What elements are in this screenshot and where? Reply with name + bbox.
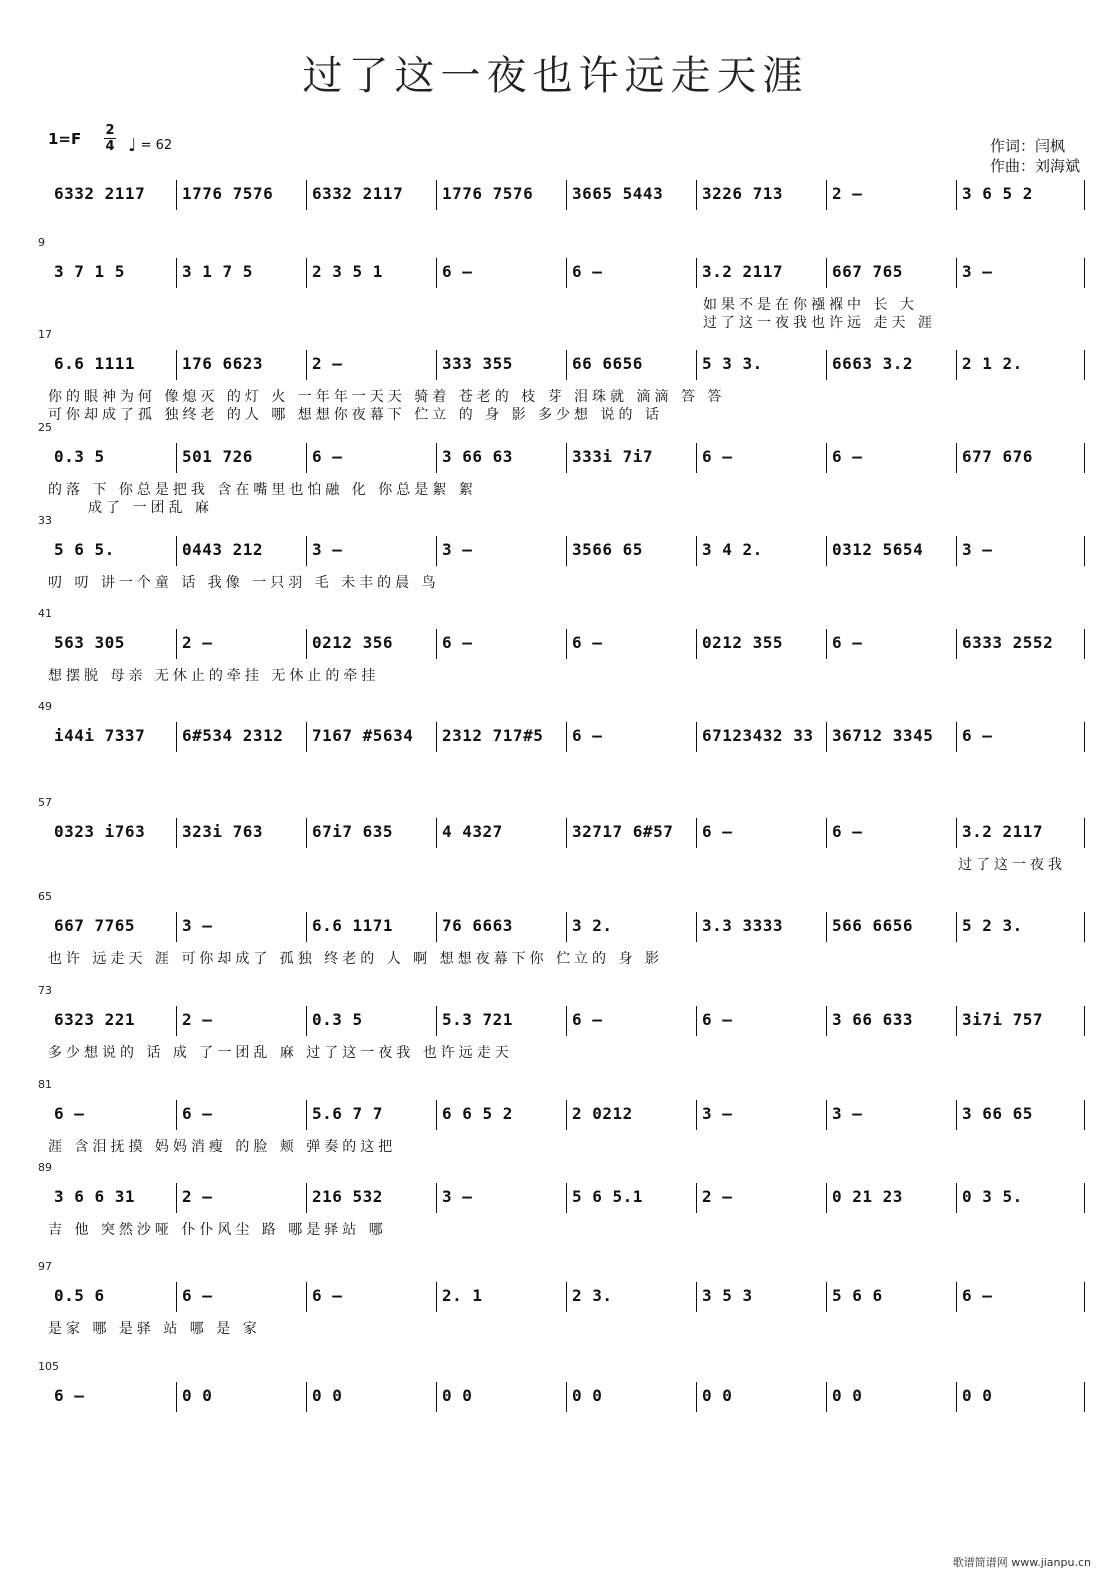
- measure: 67123432 33: [702, 726, 814, 745]
- barline: [176, 258, 177, 288]
- measure: 0 0: [312, 1386, 343, 1405]
- barline: [566, 443, 567, 473]
- barline: [1084, 1006, 1085, 1036]
- barline: [306, 629, 307, 659]
- measure: 0212 355: [702, 633, 784, 652]
- barline: [436, 443, 437, 473]
- measure: 6.6 1171: [312, 916, 394, 935]
- measure: 0443 212: [182, 540, 264, 559]
- measure-number: 9: [38, 236, 45, 249]
- measure: 3.2 2117: [962, 822, 1044, 841]
- barline: [696, 629, 697, 659]
- measure-number: 57: [38, 796, 52, 809]
- measure: 667 765: [832, 262, 903, 281]
- barline: [696, 912, 697, 942]
- measure: 3 4 2.: [702, 540, 763, 559]
- measure: 333 355: [442, 354, 513, 373]
- lyrics-verse-2: 可你却成了孤 独终老 的人 哪 想想你夜幕下 伫立 的 身 影 多少想 说的 话: [48, 407, 663, 423]
- measure: 2. 1: [442, 1286, 483, 1305]
- barline: [956, 258, 957, 288]
- measure-number: 73: [38, 984, 52, 997]
- barline: [826, 258, 827, 288]
- lyrics-verse-1: 也许 远走天 涯 可你却成了 孤独 终老的 人 啊 想想夜幕下你 伫立的 身 影: [48, 951, 663, 967]
- tempo-marking: [128, 133, 172, 154]
- barline: [826, 1282, 827, 1312]
- barline: [436, 1006, 437, 1036]
- barline: [436, 350, 437, 380]
- barline: [1084, 536, 1085, 566]
- measure: 6 –: [312, 447, 343, 466]
- barline: [306, 536, 307, 566]
- barline: [566, 818, 567, 848]
- lyrics-verse-1: 涯 含泪抚摸 妈妈消瘦 的脸 颊 弹奏的这把: [48, 1139, 397, 1155]
- barline: [436, 1100, 437, 1130]
- measure: 6 –: [572, 726, 603, 745]
- measure: 6 –: [54, 1104, 85, 1123]
- measure: 0 0: [442, 1386, 473, 1405]
- measure: 5 6 5.1: [572, 1187, 643, 1206]
- measure-number: 33: [38, 514, 52, 527]
- measure: 6 –: [832, 447, 863, 466]
- measure: 0.5 6: [54, 1286, 105, 1305]
- barline: [436, 818, 437, 848]
- barline: [696, 258, 697, 288]
- measure: 2 –: [182, 633, 213, 652]
- barline: [1084, 629, 1085, 659]
- barline: [306, 443, 307, 473]
- measure: 6 –: [962, 726, 993, 745]
- barline: [176, 1183, 177, 1213]
- measure: 5.6 7 7: [312, 1104, 383, 1123]
- barline: [1084, 1183, 1085, 1213]
- measure: 5 6 5.: [54, 540, 115, 559]
- measure: 2 0212: [572, 1104, 633, 1123]
- lyrics-verse-2: 成了 一团乱 麻: [88, 500, 213, 516]
- barline: [696, 1100, 697, 1130]
- barline: [566, 1282, 567, 1312]
- barline: [306, 912, 307, 942]
- measure: 6 –: [702, 447, 733, 466]
- barline: [696, 1282, 697, 1312]
- barline: [306, 1006, 307, 1036]
- barline: [696, 180, 697, 210]
- barline: [176, 722, 177, 752]
- barline: [566, 180, 567, 210]
- measure: 3i7i 757: [962, 1010, 1044, 1029]
- measure: 7167 #5634: [312, 726, 414, 745]
- barline: [306, 722, 307, 752]
- measure-number: 97: [38, 1260, 52, 1273]
- measure-number: 81: [38, 1078, 52, 1091]
- lyrics-verse-2: 过了这一夜我也许远 走天 涯: [703, 315, 936, 331]
- barline: [696, 1382, 697, 1412]
- barline: [306, 1100, 307, 1130]
- measure: 3226 713: [702, 184, 784, 203]
- barline: [826, 818, 827, 848]
- barline: [566, 629, 567, 659]
- measure: 4 4327: [442, 822, 503, 841]
- measure-number: 105: [38, 1360, 59, 1373]
- barline: [436, 1183, 437, 1213]
- measure-number: 89: [38, 1161, 52, 1174]
- barline: [306, 350, 307, 380]
- barline: [436, 1382, 437, 1412]
- key-signature: 1=F: [48, 130, 82, 148]
- measure: 2 –: [312, 354, 343, 373]
- barline: [176, 443, 177, 473]
- measure: 3 –: [442, 540, 473, 559]
- time-signature: [104, 123, 116, 154]
- measure: 2 –: [182, 1010, 213, 1029]
- measure: 67i7 635: [312, 822, 394, 841]
- measure: 0.3 5: [54, 447, 105, 466]
- measure: 5 2 3.: [962, 916, 1023, 935]
- lyrics-verse-1: 叨 叨 讲一个童 话 我像 一只羽 毛 未丰的晨 鸟: [48, 575, 440, 591]
- measure-number: 25: [38, 421, 52, 434]
- quarter-note-icon: ♩: [128, 135, 137, 156]
- measure: 677 676: [962, 447, 1033, 466]
- measure: 6 –: [182, 1104, 213, 1123]
- measure: 176 6623: [182, 354, 264, 373]
- barline: [956, 443, 957, 473]
- measure: 3 –: [962, 262, 993, 281]
- measure: 3 66 65: [962, 1104, 1033, 1123]
- barline: [696, 536, 697, 566]
- measure: 36712 3345: [832, 726, 934, 745]
- lyrics-verse-1: 是家 哪 是驿 站 哪 是 家: [48, 1321, 261, 1337]
- measure: 6 –: [572, 262, 603, 281]
- measure: 6332 2117: [312, 184, 404, 203]
- measure: 501 726: [182, 447, 253, 466]
- barline: [306, 818, 307, 848]
- measure-number: 41: [38, 607, 52, 620]
- composer-credit: 作曲：刘海斌: [990, 157, 1081, 175]
- barline: [696, 818, 697, 848]
- measure: 6#534 2312: [182, 726, 284, 745]
- measure: 76 6663: [442, 916, 513, 935]
- measure: 0212 356: [312, 633, 394, 652]
- tempo-value: = 62: [140, 138, 173, 153]
- barline: [176, 536, 177, 566]
- barline: [566, 722, 567, 752]
- barline: [306, 1382, 307, 1412]
- measure: 5 6 6: [832, 1286, 883, 1305]
- barline: [436, 629, 437, 659]
- measure: 0 21 23: [832, 1187, 903, 1206]
- barline: [956, 1100, 957, 1130]
- measure: 6 –: [182, 1286, 213, 1305]
- measure: 6 –: [442, 262, 473, 281]
- measure: 667 7765: [54, 916, 136, 935]
- barline: [436, 912, 437, 942]
- measure-number: 49: [38, 700, 52, 713]
- measure: 3.3 3333: [702, 916, 784, 935]
- barline: [826, 629, 827, 659]
- barline: [956, 1382, 957, 1412]
- barline: [826, 1006, 827, 1036]
- barline: [566, 536, 567, 566]
- measure: 3 –: [962, 540, 993, 559]
- watermark: 歌谱简谱网 www.jianpu.cn: [952, 1556, 1091, 1569]
- measure: 563 305: [54, 633, 125, 652]
- barline: [566, 1100, 567, 1130]
- measure: 566 6656: [832, 916, 914, 935]
- lyrics-verse-1: 多少想说的 话 成 了一团乱 麻 过了这一夜我 也许远走天: [48, 1045, 513, 1061]
- barline: [956, 536, 957, 566]
- measure: 3 –: [702, 1104, 733, 1123]
- measure: 2 1 2.: [962, 354, 1023, 373]
- barline: [176, 1100, 177, 1130]
- barline: [826, 912, 827, 942]
- measure: 3.2 2117: [702, 262, 784, 281]
- measure-number: 65: [38, 890, 52, 903]
- barline: [1084, 1100, 1085, 1130]
- barline: [306, 180, 307, 210]
- measure: 2 –: [832, 184, 863, 203]
- measure: 1776 7576: [442, 184, 534, 203]
- measure: 6333 2552: [962, 633, 1054, 652]
- measure: 3 6 5 2: [962, 184, 1033, 203]
- meter-bottom: 4: [105, 139, 115, 154]
- measure: 3566 65: [572, 540, 643, 559]
- barline: [176, 350, 177, 380]
- measure: 6 –: [832, 633, 863, 652]
- measure: 0 0: [182, 1386, 213, 1405]
- measure: 2 –: [702, 1187, 733, 1206]
- measure: 3 –: [312, 540, 343, 559]
- measure: 6 –: [312, 1286, 343, 1305]
- barline: [1084, 818, 1085, 848]
- barline: [566, 912, 567, 942]
- lyrics-verse-1: 你的眼神为何 像熄灭 的灯 火 一年年一天天 骑着 苍老的 枝 芽 泪珠就 滴滴 答 答: [48, 389, 726, 405]
- measure: 3665 5443: [572, 184, 664, 203]
- barline: [826, 180, 827, 210]
- measure: 6 –: [702, 1010, 733, 1029]
- measure: 6663 3.2: [832, 354, 914, 373]
- song-title: 过了这一夜也许远走天涯: [302, 53, 809, 99]
- barline: [566, 1006, 567, 1036]
- barline: [826, 1100, 827, 1130]
- measure: 3 7 1 5: [54, 262, 125, 281]
- meter-top: 2: [105, 123, 115, 138]
- measure: 3 2.: [572, 916, 613, 935]
- measure: 0 0: [572, 1386, 603, 1405]
- barline: [956, 722, 957, 752]
- barline: [696, 722, 697, 752]
- barline: [566, 1183, 567, 1213]
- barline: [176, 1282, 177, 1312]
- barline: [176, 1382, 177, 1412]
- barline: [956, 818, 957, 848]
- measure-number: 17: [38, 328, 52, 341]
- barline: [176, 1006, 177, 1036]
- lyrics-verse-1: 想摆脱 母亲 无休止的牵挂 无休止的牵挂: [48, 668, 380, 684]
- measure: 3 –: [442, 1187, 473, 1206]
- barline: [566, 258, 567, 288]
- measure: 216 532: [312, 1187, 383, 1206]
- barline: [826, 1382, 827, 1412]
- measure: 0 0: [962, 1386, 993, 1405]
- measure: 6.6 1111: [54, 354, 136, 373]
- measure: 32717 6#57: [572, 822, 674, 841]
- measure: 6 –: [54, 1386, 85, 1405]
- barline: [1084, 258, 1085, 288]
- measure: 2312 717#5: [442, 726, 544, 745]
- measure: 3 –: [832, 1104, 863, 1123]
- measure: 323i 763: [182, 822, 264, 841]
- barline: [956, 1006, 957, 1036]
- barline: [176, 818, 177, 848]
- barline: [1084, 1282, 1085, 1312]
- barline: [1084, 180, 1085, 210]
- barline: [956, 1183, 957, 1213]
- measure: 5 3 3.: [702, 354, 763, 373]
- barline: [176, 180, 177, 210]
- measure: 0 0: [702, 1386, 733, 1405]
- barline: [566, 350, 567, 380]
- measure: 6 –: [702, 822, 733, 841]
- barline: [436, 722, 437, 752]
- barline: [956, 180, 957, 210]
- barline: [436, 180, 437, 210]
- barline: [956, 912, 957, 942]
- barline: [1084, 443, 1085, 473]
- measure: 6 –: [572, 1010, 603, 1029]
- barline: [1084, 350, 1085, 380]
- measure: 6 –: [442, 633, 473, 652]
- barline: [436, 1282, 437, 1312]
- measure: 3 5 3: [702, 1286, 753, 1305]
- barline: [826, 1183, 827, 1213]
- lyrics-verse-1: 吉 他 突然沙哑 仆仆风尘 路 哪是驿站 哪: [48, 1222, 387, 1238]
- measure: 0.3 5: [312, 1010, 363, 1029]
- barline: [1084, 912, 1085, 942]
- measure: 6 6 5 2: [442, 1104, 513, 1123]
- measure: 0323 i763: [54, 822, 146, 841]
- barline: [696, 350, 697, 380]
- measure: 3 6 6 31: [54, 1187, 136, 1206]
- measure: 1776 7576: [182, 184, 274, 203]
- measure: i44i 7337: [54, 726, 146, 745]
- measure: 66 6656: [572, 354, 643, 373]
- measure: 0312 5654: [832, 540, 924, 559]
- barline: [176, 912, 177, 942]
- lyrics-verse-1: 过了这一夜我: [958, 857, 1066, 873]
- barline: [696, 443, 697, 473]
- barline: [566, 1382, 567, 1412]
- barline: [956, 350, 957, 380]
- measure: 3 1 7 5: [182, 262, 253, 281]
- measure: 6323 221: [54, 1010, 136, 1029]
- lyrics-verse-1: 的落 下 你总是把我 含在嘴里也怕融 化 你总是絮 絮: [48, 482, 477, 498]
- lyricist-credit: 作词：闫枫: [990, 137, 1066, 155]
- measure: 3 66 63: [442, 447, 513, 466]
- barline: [696, 1006, 697, 1036]
- measure: 6 –: [962, 1286, 993, 1305]
- measure: 3 66 633: [832, 1010, 914, 1029]
- barline: [826, 722, 827, 752]
- measure: 2 3 5 1: [312, 262, 383, 281]
- barline: [826, 350, 827, 380]
- measure: 6 –: [572, 633, 603, 652]
- barline: [176, 629, 177, 659]
- barline: [826, 443, 827, 473]
- barline: [826, 536, 827, 566]
- barline: [436, 536, 437, 566]
- barline: [436, 258, 437, 288]
- measure: 6332 2117: [54, 184, 146, 203]
- measure: 3 –: [182, 916, 213, 935]
- measure: 333i 7i7: [572, 447, 654, 466]
- barline: [696, 1183, 697, 1213]
- measure: 0 3 5.: [962, 1187, 1023, 1206]
- measure: 0 0: [832, 1386, 863, 1405]
- measure: 6 –: [832, 822, 863, 841]
- measure: 5.3 721: [442, 1010, 513, 1029]
- lyrics-verse-1: 如果不是在你襁褓中 长 大: [703, 297, 918, 313]
- barline: [306, 1282, 307, 1312]
- barline: [1084, 722, 1085, 752]
- barline: [1084, 1382, 1085, 1412]
- measure: 2 –: [182, 1187, 213, 1206]
- measure: 2 3.: [572, 1286, 613, 1305]
- barline: [306, 258, 307, 288]
- barline: [956, 629, 957, 659]
- barline: [956, 1282, 957, 1312]
- barline: [306, 1183, 307, 1213]
